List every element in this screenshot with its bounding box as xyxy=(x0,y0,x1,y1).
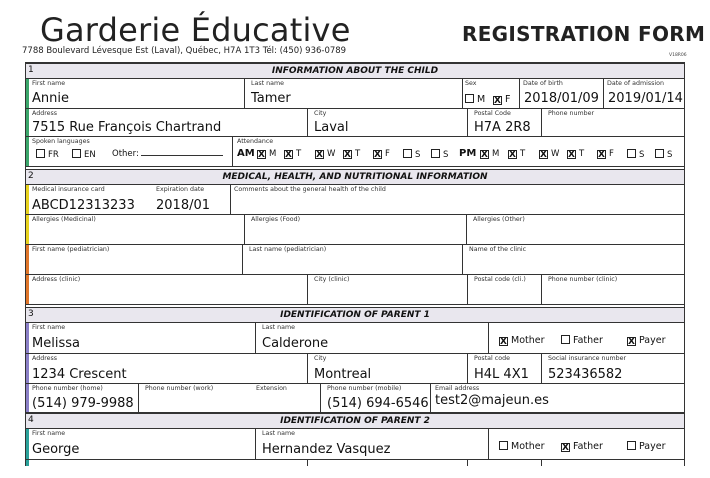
child-language-row xyxy=(26,137,684,167)
pediatrician-first-name-field[interactable] xyxy=(26,245,242,274)
field-label: Phone number (home) xyxy=(32,385,103,392)
field-value: H4L 4X1 xyxy=(474,367,529,382)
am-tue[interactable] xyxy=(284,149,301,159)
field-label: Last name xyxy=(262,324,295,331)
am-wed[interactable] xyxy=(315,149,335,159)
field-label: Phone number xyxy=(548,110,595,117)
child-address-row xyxy=(26,109,684,137)
field-label: Postal code xyxy=(474,355,510,362)
pediatrician-row xyxy=(26,245,684,275)
form-title: REGISTRATION FORM xyxy=(462,22,706,46)
parent1-extension-field[interactable] xyxy=(250,384,320,412)
sex-m-option[interactable] xyxy=(465,94,485,105)
child-name-row xyxy=(26,79,684,109)
checked-checkbox-icon: X xyxy=(258,150,265,160)
parent2-address-row xyxy=(26,460,684,466)
checkbox-icon xyxy=(499,441,508,450)
child-phone-field[interactable] xyxy=(541,109,685,136)
clinic-name-field[interactable] xyxy=(462,245,685,274)
parent1-sin-field[interactable] xyxy=(541,354,685,383)
field-value: H7A 2R8 xyxy=(474,120,531,135)
option-label: Father xyxy=(573,335,603,346)
day-label: S xyxy=(667,150,673,160)
section-4-header xyxy=(26,413,684,429)
pm-fri[interactable] xyxy=(597,149,614,159)
field-label: Phone number (work) xyxy=(145,385,214,392)
field-value: (514) 694-6546 xyxy=(327,396,429,411)
day-label: T xyxy=(296,149,302,159)
clinic-address-row xyxy=(26,275,684,305)
checkbox-icon xyxy=(627,441,636,450)
allergy-food-field[interactable] xyxy=(244,215,466,244)
field-value: Montreal xyxy=(314,367,372,382)
section-title: IDENTIFICATION OF PARENT 1 xyxy=(280,310,430,320)
pm-sat[interactable] xyxy=(627,149,644,160)
checked-checkbox-icon: X xyxy=(285,150,292,160)
field-label: Spoken languages xyxy=(32,138,90,145)
field-label: Date of admission xyxy=(607,80,665,87)
parent1-last-name-field[interactable] xyxy=(255,323,488,353)
am-mon[interactable] xyxy=(257,149,276,159)
child-postal-field[interactable] xyxy=(467,109,541,136)
allergy-other-field[interactable] xyxy=(466,215,685,244)
field-label: First name (pediatrician) xyxy=(32,246,110,253)
option-label: Mother xyxy=(511,441,545,452)
am-thu[interactable] xyxy=(343,149,360,159)
child-doa-field[interactable] xyxy=(603,79,685,108)
parent1-first-name-field[interactable] xyxy=(26,323,255,353)
checked-checkbox-icon: X xyxy=(562,443,569,453)
day-label: F xyxy=(385,149,390,159)
option-label: FR xyxy=(48,150,59,160)
field-value: Tamer xyxy=(251,91,291,106)
pm-tue[interactable] xyxy=(508,149,525,159)
section-1-header xyxy=(26,63,684,79)
option-label: Father xyxy=(573,441,603,452)
parent2-first-name-field[interactable] xyxy=(26,429,255,459)
section-title: INFORMATION ABOUT THE CHILD xyxy=(271,66,439,76)
section-number: 4 xyxy=(28,415,34,425)
section-number: 3 xyxy=(28,309,34,319)
pm-wed[interactable] xyxy=(539,149,559,159)
sex-f-option[interactable] xyxy=(493,94,510,105)
checkbox-icon xyxy=(655,149,664,158)
field-label: City xyxy=(314,355,327,362)
pm-mon[interactable] xyxy=(480,149,499,159)
registration-form xyxy=(25,62,685,466)
checked-checkbox-icon: X xyxy=(494,96,501,106)
parent1-payer-option[interactable] xyxy=(627,335,666,346)
option-label: Payer xyxy=(639,441,666,452)
field-value: Hernandez Vasquez xyxy=(262,442,391,457)
lang-en-option[interactable] xyxy=(72,149,96,160)
parent1-city-field[interactable] xyxy=(307,354,467,383)
field-label: Social insurance number xyxy=(548,355,627,362)
parent2-payer-option[interactable] xyxy=(627,441,666,452)
section-number: 2 xyxy=(28,171,34,181)
field-label: Allergies (Medicinal) xyxy=(32,216,96,223)
option-label: Payer xyxy=(639,335,666,346)
field-value: 7515 Rue François Chartrand xyxy=(32,120,222,135)
medical-card-field[interactable] xyxy=(26,185,148,214)
checkbox-icon xyxy=(72,149,81,158)
field-label: Postal code (cli.) xyxy=(474,276,526,283)
field-value: 1234 Crescent xyxy=(32,367,127,382)
expiration-field[interactable] xyxy=(150,185,230,214)
field-label: First name xyxy=(32,430,66,437)
parent1-address-row xyxy=(26,354,684,384)
parent2-name-row xyxy=(26,429,684,460)
pm-label: PM xyxy=(459,148,477,159)
checkbox-icon xyxy=(431,149,440,158)
clinic-address-field[interactable] xyxy=(26,275,307,304)
field-label: Postal Code xyxy=(474,110,511,117)
parent1-name-row xyxy=(26,323,684,354)
page-title: Garderie Éducative xyxy=(40,11,351,49)
clinic-postal-field[interactable] xyxy=(467,275,541,304)
child-sex-field xyxy=(462,79,519,108)
parent1-home-phone-field[interactable] xyxy=(26,384,138,412)
child-address-field[interactable] xyxy=(26,109,307,136)
checkbox-icon xyxy=(561,335,570,344)
checked-checkbox-icon: X xyxy=(509,150,516,160)
field-label: Date of birth xyxy=(523,80,563,87)
field-label: Last name xyxy=(251,80,284,87)
allergies-row xyxy=(26,215,684,245)
parent1-mobile-phone-field[interactable] xyxy=(320,384,430,412)
section-title: MEDICAL, HEALTH, AND NUTRITIONAL INFORMATION xyxy=(222,172,488,182)
field-value: (514) 979-9988 xyxy=(32,396,134,411)
field-value: Melissa xyxy=(32,336,80,351)
parent2-father-option[interactable] xyxy=(561,441,603,452)
option-label: F xyxy=(505,94,511,105)
am-fri[interactable] xyxy=(373,149,390,159)
field-label: Phone number (clinic) xyxy=(548,276,618,283)
lang-fr-option[interactable] xyxy=(36,149,59,160)
field-label: Address xyxy=(32,110,58,117)
checked-checkbox-icon: X xyxy=(568,150,575,160)
field-value: Laval xyxy=(314,120,349,135)
medical-card-row xyxy=(26,185,684,215)
parent1-mother-option[interactable] xyxy=(499,335,545,346)
checkbox-icon xyxy=(627,149,636,158)
day-label: W xyxy=(327,149,336,159)
field-label: Last name xyxy=(262,430,295,437)
field-label: Last name (pediatrician) xyxy=(249,246,327,253)
parent1-role-field xyxy=(488,323,685,353)
parent2-postal-field[interactable] xyxy=(467,460,541,466)
child-first-name-field[interactable] xyxy=(26,79,244,108)
option-label: Other: xyxy=(112,149,139,159)
checked-checkbox-icon: X xyxy=(316,150,323,160)
field-value: Calderone xyxy=(262,336,329,351)
parent1-email-field[interactable] xyxy=(430,384,685,412)
day-label: T xyxy=(355,149,361,159)
field-label: Allergies (Other) xyxy=(473,216,525,223)
field-label: Sex xyxy=(465,80,477,87)
other-language-line xyxy=(141,155,223,156)
field-label: Phone number (mobile) xyxy=(327,385,402,392)
parent2-last-name-field[interactable] xyxy=(255,429,488,459)
lang-other-option[interactable] xyxy=(112,149,223,159)
field-label: Extension xyxy=(256,385,287,392)
checked-checkbox-icon: X xyxy=(540,150,547,160)
pm-sun[interactable] xyxy=(655,149,672,160)
section-title: IDENTIFICATION OF PARENT 2 xyxy=(280,416,430,426)
checkbox-icon xyxy=(36,149,45,158)
spoken-languages-field xyxy=(26,137,232,166)
option-label: M xyxy=(477,94,486,105)
day-label: T xyxy=(579,149,585,159)
checked-checkbox-icon: X xyxy=(481,150,488,160)
field-value: 2019/01/14 xyxy=(608,91,683,106)
field-value: Annie xyxy=(32,91,69,106)
pediatrician-last-name-field[interactable] xyxy=(242,245,462,274)
day-label: S xyxy=(415,150,421,160)
field-label: Attendance xyxy=(237,138,274,145)
child-city-field[interactable] xyxy=(307,109,467,136)
field-label: Name of the clinic xyxy=(469,246,527,253)
checked-checkbox-icon: X xyxy=(628,337,635,347)
field-label: First name xyxy=(32,80,66,87)
field-label: City xyxy=(314,110,327,117)
allergy-medicinal-field[interactable] xyxy=(26,215,244,244)
day-label: T xyxy=(520,149,526,159)
day-label: S xyxy=(639,150,645,160)
parent1-phone-row xyxy=(26,384,684,413)
parent1-address-field[interactable] xyxy=(26,354,307,383)
form-version: V18R06 xyxy=(669,53,687,58)
checkbox-icon xyxy=(403,149,412,158)
parent2-sin-field[interactable] xyxy=(541,460,685,466)
clinic-city-field[interactable] xyxy=(307,275,467,304)
day-label: M xyxy=(269,149,277,159)
field-value: 2018/01 xyxy=(156,198,211,213)
am-sun[interactable] xyxy=(431,149,448,160)
health-comments-field[interactable] xyxy=(230,185,685,214)
field-label: City (clinic) xyxy=(314,276,350,283)
parent2-address-field[interactable] xyxy=(26,460,307,466)
child-last-name-field[interactable] xyxy=(244,79,462,108)
child-dob-field[interactable] xyxy=(519,79,603,108)
option-label: EN xyxy=(84,150,96,160)
section-2-header xyxy=(26,169,684,185)
am-sat[interactable] xyxy=(403,149,420,160)
field-label: Comments about the general health of the child xyxy=(234,186,386,193)
section-3-header xyxy=(26,307,684,323)
checkbox-icon xyxy=(465,94,474,103)
clinic-phone-field[interactable] xyxy=(541,275,685,304)
field-value: 523436582 xyxy=(548,367,623,382)
am-label: AM xyxy=(237,148,255,159)
option-label: Mother xyxy=(511,335,545,346)
day-label: S xyxy=(443,150,449,160)
checked-checkbox-icon: X xyxy=(500,337,507,347)
daycare-address: 7788 Boulevard Lévesque Est (Laval), Québec, H7A 1T3 Tél: (450) 936-0789 xyxy=(22,46,347,56)
field-label: Email address xyxy=(435,385,480,392)
attendance-field xyxy=(232,137,685,166)
parent2-mother-option[interactable] xyxy=(499,441,545,452)
field-label: First name xyxy=(32,324,66,331)
day-label: M xyxy=(492,149,500,159)
field-label: Medical insurance card xyxy=(32,186,105,193)
parent2-role-field xyxy=(488,429,685,459)
parent1-work-phone-field[interactable] xyxy=(138,384,250,412)
field-label: Address (clinic) xyxy=(32,276,81,283)
field-label: Expiration date xyxy=(156,186,205,193)
field-value: George xyxy=(32,442,80,457)
day-label: W xyxy=(551,149,560,159)
parent2-city-field[interactable] xyxy=(307,460,467,466)
checked-checkbox-icon: X xyxy=(598,150,605,160)
parent1-father-option[interactable] xyxy=(561,335,603,346)
field-label: Address xyxy=(32,355,58,362)
checked-checkbox-icon: X xyxy=(344,150,351,160)
field-value: test2@majeun.es xyxy=(435,393,549,408)
parent1-postal-field[interactable] xyxy=(467,354,541,383)
pm-thu[interactable] xyxy=(567,149,584,159)
field-label: Allergies (Food) xyxy=(251,216,301,223)
section-number: 1 xyxy=(28,65,34,75)
checked-checkbox-icon: X xyxy=(374,150,381,160)
field-value: ABCD12313233 xyxy=(32,198,135,213)
field-value: 2018/01/09 xyxy=(524,91,599,106)
day-label: F xyxy=(609,149,614,159)
